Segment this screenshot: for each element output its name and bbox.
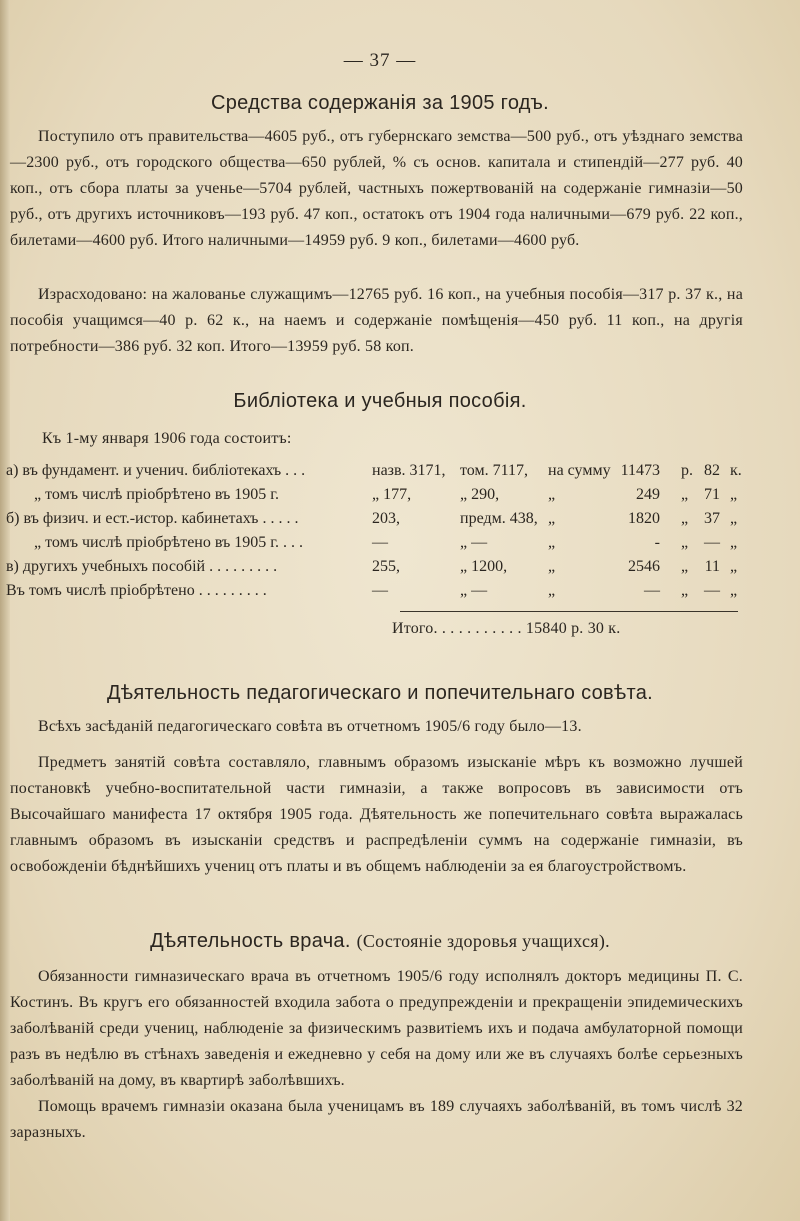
- table-cell: „: [730, 486, 738, 503]
- library-intro: Къ 1-му января 1906 года состоитъ:: [42, 430, 292, 447]
- table-cell: том. 7117,: [460, 462, 529, 479]
- table-cell: предм. 438,: [460, 510, 538, 527]
- table-cell: 11: [704, 558, 720, 575]
- table-row-label: б) въ физич. и ест.-истор. кабинетахъ . . . . .: [6, 510, 299, 527]
- table-cell: —: [644, 582, 660, 599]
- table-cell: „: [730, 558, 738, 575]
- section-title-library: Библіотека и учебныя пособія.: [233, 390, 527, 412]
- table-cell: „ —: [460, 534, 488, 551]
- page-spine-shadow: [0, 0, 10, 1221]
- table-cell: 2546: [628, 558, 660, 575]
- table-cell: „ 177,: [372, 486, 412, 503]
- table-cell: 82: [704, 462, 720, 479]
- table-row-label: „ томъ числѣ пріобрѣтено въ 1905 г. . . .: [34, 534, 304, 551]
- table-cell: 249: [636, 486, 660, 503]
- table-cell: „: [681, 582, 689, 599]
- table-cell: на сумму: [548, 462, 611, 479]
- table-row-label: а) въ фундамент. и ученич. библіотекахъ . . .: [6, 462, 306, 479]
- table-cell: „ 290,: [460, 486, 500, 503]
- section-title-doctor: [0, 930, 760, 953]
- table-cell: „: [548, 534, 556, 551]
- table-cell: „: [681, 534, 689, 551]
- section-title-funds: Средства содержанія за 1905 годъ.: [211, 92, 549, 114]
- table-cell: —: [704, 534, 720, 551]
- page-number: — 37 —: [343, 50, 417, 71]
- table-cell: 203,: [372, 510, 400, 527]
- table-cell: „: [681, 510, 689, 527]
- total-rule: [400, 611, 738, 612]
- council-meetings-paragraph: Всѣхъ засѣданій педагогическаго совѣта въ отчетномъ 1905/6 году было—13.: [38, 718, 582, 735]
- table-cell: назв. 3171,: [372, 462, 446, 479]
- table-cell: 11473: [620, 462, 660, 479]
- table-cell: „: [548, 558, 556, 575]
- section-title-council: Дѣятельность педагогическаго и попечительнаго совѣта.: [106, 682, 654, 704]
- table-cell: —: [704, 582, 720, 599]
- council-activity-paragraph: Предметъ занятій совѣта составляло, главнымъ образомъ изысканіе мѣръ къ возможно лучшей постановкѣ учебно-воспитательной части гимназіи, а также вопросовъ въ зависимости отъ Высочайшаго манифеста 17 октября 1905 года. Дѣятельность же попечительнаго совѣта выражалась главнымъ образомъ въ изысканіи средствъ и распредѣленіи суммъ на содержаніе гимназіи, въ освобожденіи бѣднѣйшихъ учениц отъ платы и въ общемъ наблюденіи за ея благоустройствомъ.: [10, 754, 743, 875]
- library-total: Итого. . . . . . . . . . . 15840 р. 30 к.: [392, 620, 621, 637]
- table-row-label: Въ томъ числѣ пріобрѣтено . . . . . . . . .: [6, 582, 267, 599]
- table-cell: 71: [704, 486, 720, 503]
- table-cell: 255,: [372, 558, 400, 575]
- table-cell: „: [548, 582, 556, 599]
- funds-income-paragraph: Поступило отъ правительства—4605 руб., отъ губернскаго земства—500 руб., отъ уѣзднаго земства—2300 руб., отъ городского общества—650 рублей, % съ основ. капитала и стипендій—277 руб. 40 коп., отъ сбора платы за ученье—5704 рублей, частныхъ пожертвованій на содержаніе гимназіи—50 руб., отъ другихъ источниковъ—193 руб. 47 коп., остатокъ отъ 1904 года наличными—679 руб. 22 коп., билетами—4600 руб. Итого наличными—14959 руб. 9 коп., билетами—4600 руб.: [10, 128, 743, 249]
- table-cell: —: [372, 582, 388, 599]
- table-cell: к.: [730, 462, 742, 479]
- table-cell: „ —: [460, 582, 488, 599]
- table-cell: „ 1200,: [460, 558, 508, 575]
- table-row-label: „ томъ числѣ пріобрѣтено въ 1905 г.: [34, 486, 280, 503]
- table-row-label: в) другихъ учебныхъ пособій . . . . . . . . .: [6, 558, 278, 575]
- table-cell: 1820: [628, 510, 660, 527]
- table-cell: „: [730, 534, 738, 551]
- table-cell: „: [548, 510, 556, 527]
- doctor-title-note: (Состояніе здоровья учащихся).: [356, 931, 610, 951]
- table-cell: 37: [704, 510, 720, 527]
- doctor-duties-paragraph: Обязанности гимназическаго врача въ отчетномъ 1905/6 году исполнялъ докторъ медицины П. С. Костинъ. Въ кругъ его обязанностей входила забота о предупрежденіи и прекращеніи эпидемическихъ заболѣваній среди учениц, наблюденіе за физическимъ развитіемъ ихъ и подача амбулаторной помощи разъ въ недѣлю въ стѣнахъ заведенія и ежедневно у себя на дому или же въ случаяхъ болѣе серьезныхъ заболѣваній на дому, въ квартирѣ заболѣвшихъ.: [10, 968, 743, 1089]
- table-cell: „: [681, 486, 689, 503]
- table-cell: р.: [681, 462, 693, 479]
- table-cell: —: [372, 534, 388, 551]
- table-cell: „: [681, 558, 689, 575]
- table-cell: „: [730, 582, 738, 599]
- doctor-help-paragraph: Помощь врачемъ гимназіи оказана была ученицамъ въ 189 случаяхъ заболѣваній, въ томъ числѣ 32 заразныхъ.: [10, 1098, 743, 1141]
- table-cell: „: [548, 486, 556, 503]
- table-cell: „: [730, 510, 738, 527]
- funds-expense-paragraph: Израсходовано: на жалованье служащимъ—12765 руб. 16 коп., на учебныя пособія—317 р. 37 к., на пособія учащимся—40 р. 62 к., на наемъ и содержаніе помѣщенія—450 руб. 11 коп., на другія потребности—386 руб. 32 коп. Итого—13959 руб. 58 коп.: [10, 286, 743, 355]
- doctor-title-main: Дѣятельность врача.: [150, 930, 351, 952]
- table-cell: -: [654, 534, 660, 551]
